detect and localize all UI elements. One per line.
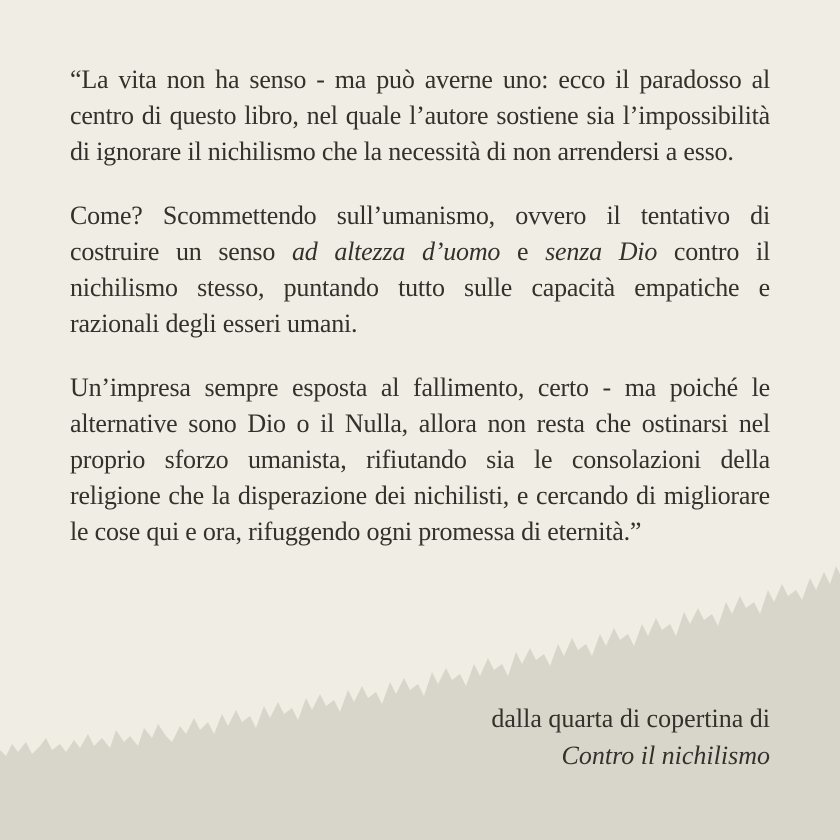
- attribution-source: dalla quarta di copertina di: [491, 704, 770, 733]
- quote-segment: contro il nichilismo stesso, puntando tutto sulle capacità empatiche e razionali degli esseri umani.: [70, 237, 770, 338]
- quote-paragraph: [70, 62, 770, 170]
- quote-segment-italic: ad altezza d’uomo: [291, 237, 501, 266]
- quote-segment-italic: senza Dio: [545, 237, 658, 266]
- attribution-book-title: Contro il nichilismo: [561, 741, 770, 770]
- quote-segment: Come? Scommettendo sull’umanismo, ovvero il tentativo di costruire un senso: [70, 201, 770, 266]
- quote-segment: e: [500, 237, 546, 266]
- quote-segment: Un’impresa sempre esposta al fallimento, certo - ma poiché le alternative sono Dio o il Nulla, allora non resta che ostinarsi nel proprio sforzo umanista, rifiutando sia le consolazioni della religione che la disperazione dei nichilisti, e cercando di migliorare le cose qui e ora, rifuggendo ogni promessa di eternità.”: [70, 373, 770, 546]
- attribution: [270, 700, 770, 774]
- quote-paragraph: [70, 198, 770, 342]
- quote-segment: “La vita non ha senso - ma può averne uno: ecco il paradosso al centro di questo libro, nel quale l’autore sostiene sia l’impossibilità di ignorare il nichilismo che la necessità di non arrendersi a esso.: [70, 65, 770, 166]
- quote-paragraph: [70, 370, 770, 550]
- quote-text: [70, 62, 770, 550]
